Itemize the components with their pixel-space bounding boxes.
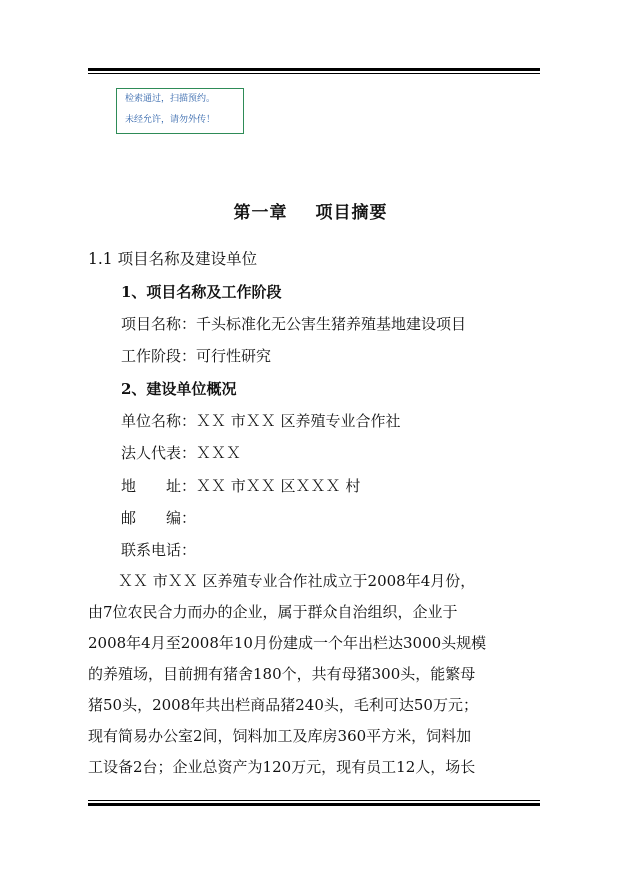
subsection-heading-1: 1、项目名称及工作阶段 [121,283,282,301]
footer-rule-thin [88,800,540,801]
project-name-label: 项目名称： [121,315,197,333]
work-stage-label: 工作阶段： [121,347,197,365]
paragraph-line: ＸＸ 市ＸＸ 区养殖专业合作社成立于2008年4月份， [88,572,476,590]
address-row [121,476,360,496]
unit-name-value: ＸＸ 市ＸＸ 区养殖专业合作社 [196,412,401,430]
header-rule-thin [88,73,540,74]
legal-rep-row [121,443,241,463]
chapter-heading [0,198,621,223]
unit-name-row [121,411,401,431]
address-label: 地 址： [121,477,197,495]
watermark-stamp [116,88,244,134]
paragraph-line: 工设备2台；企业总资产为120万元，现有员工12人，场长 [88,758,476,776]
stamp-line-2: 未经允许，请勿外传！ [125,115,216,125]
unit-name-label: 单位名称： [121,412,197,430]
header-rule-thick [88,68,540,71]
phone-label: 联系电话： [121,541,197,559]
postcode-label: 邮 编： [121,509,197,527]
postcode-row [121,508,196,528]
paragraph-line: 的养殖场，目前拥有猪舍180个，共有母猪300头，能繁母 [88,665,476,683]
phone-row [121,540,196,560]
legal-rep-label: 法人代表： [121,444,197,462]
project-name-row [121,314,466,334]
footer-rule-thick [88,803,540,806]
work-stage-row [121,346,271,366]
project-name-value: 千头标准化无公害生猪养殖基地建设项目 [196,315,467,333]
body-paragraph [88,566,540,783]
legal-rep-value: ＸＸＸ [196,444,242,462]
stamp-line-1: 检索通过，扫描预约。 [125,94,216,104]
paragraph-line: 现有简易办公室2间，饲料加工及库房360平方米，饲料加 [88,727,472,745]
chapter-number: 第一章 [233,203,288,223]
chapter-title: 项目摘要 [315,203,388,223]
section-heading: 1.1 项目名称及建设单位 [88,250,258,268]
paragraph-line: 由7位农民合力而办的企业，属于群众自治组织，企业于 [88,603,458,621]
paragraph-line: 2008年4月至2008年10月份建成一个年出栏达3000头规模 [88,634,487,652]
work-stage-value: 可行性研究 [196,347,272,365]
paragraph-line: 猪50头，2008年共出栏商品猪240头，毛利可达50万元； [88,696,478,714]
address-value: ＸＸ 市ＸＸ 区ＸＸＸ 村 [196,477,361,495]
subsection-heading-2: 2、建设单位概况 [121,380,237,398]
